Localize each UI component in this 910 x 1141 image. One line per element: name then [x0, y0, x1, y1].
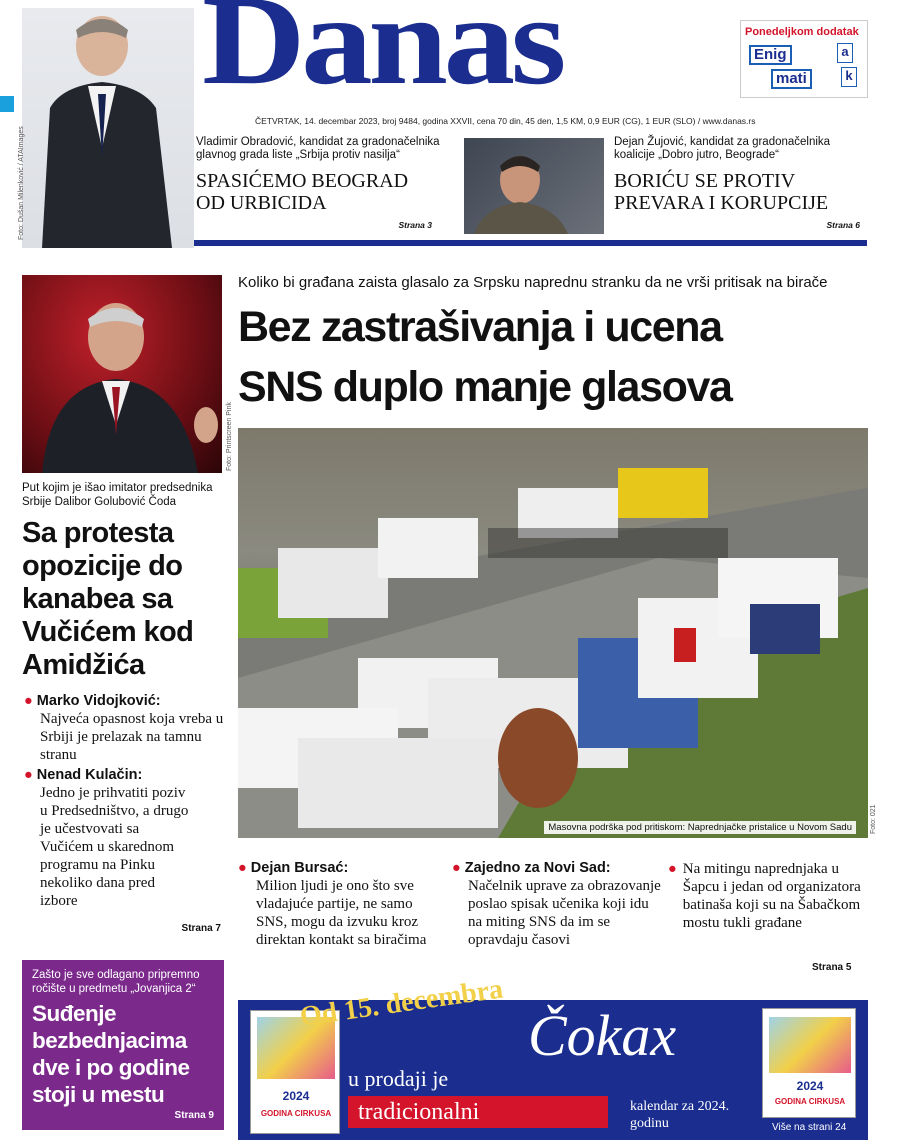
supplement-label: Ponedeljkom dodatak	[745, 26, 859, 38]
top-left-kicker: Vladimir Obradović, kandidat za gradonačelnika glavnog grada liste „Srbija protiv nasilja“	[196, 136, 440, 161]
tv-photo-credit: Foto: Printscreen Pink	[226, 402, 233, 471]
quote-1-name-line	[24, 692, 227, 710]
purple-headline: Suđenje bezbednjacima dve i po godine stoji u mestu	[32, 1001, 190, 1107]
candidate-photo-zujovic	[464, 138, 604, 234]
supplement-logo-line1	[749, 45, 792, 65]
bullet-icon: ●	[452, 860, 461, 876]
ad-date-text: Od 15. decembra	[298, 973, 505, 1033]
top-left-story[interactable]	[196, 136, 440, 236]
photo-credit: Foto: Dušan Milenković / ATAImages	[18, 126, 25, 240]
top-left-headline: SPASIĆEMO BEOGRAD OD URBICIDA	[196, 170, 409, 214]
calendar-left-year: 2024	[282, 1089, 310, 1103]
sub-page: Strana 5	[812, 962, 852, 973]
sub-story-3-text: Na mitingu naprednjaka u Šapcu i jedan od organizatora batinaša koji su na Šabačkom mostu tukli građane	[682, 861, 861, 931]
main-kicker: Koliko bi građana zaista glasalo za Srpsku naprednu stranku da ne vrši pritisak na birače	[238, 274, 828, 291]
main-photo-side-credit: Foto: 021	[870, 804, 877, 834]
top-left-page: Strana 3	[398, 220, 432, 230]
dateline: ČETVRTAK, 14. decembar 2023, broj 9484, godina XXVII, cena 70 din, 45 den, 1,5 KM, 0,9 EUR (CG), 1 EUR (SLO) / www.danas.rs	[255, 116, 756, 126]
section-divider	[194, 240, 867, 246]
sub-story-1-name: Dejan Bursać:	[250, 860, 349, 876]
quote-2	[22, 766, 227, 910]
person-silhouette-icon	[22, 8, 194, 248]
left-headline: Sa protesta opozicije do kanabea sa Vučićem kod Amidžića	[22, 517, 194, 681]
purple-page: Strana 9	[174, 1110, 214, 1121]
sub-story-3[interactable]	[668, 860, 870, 932]
left-kicker: Put kojim je išao imitator predsednika Srbije Dalibor Golubović Čoda	[22, 482, 213, 508]
left-page: Strana 7	[181, 923, 221, 934]
supplement-box[interactable]	[740, 20, 868, 98]
top-right-headline: BORIĆU SE PROTIV PREVARA I KORUPCIJE	[614, 170, 829, 214]
sub-story-2-name-line	[452, 860, 662, 877]
quote-1	[22, 692, 227, 764]
main-headline-line2: SNS duplo manje glasova	[238, 363, 732, 411]
candidate-photo-obradovic	[18, 8, 194, 248]
edge-marker	[0, 96, 14, 112]
ad-line2-box	[348, 1096, 608, 1128]
main-headline-line1: Bez zastrašivanja i ucena	[238, 303, 722, 351]
calendar-right-title: GODINA CIRKUSA	[774, 1097, 846, 1106]
calendar-right-year: 2024	[796, 1079, 824, 1093]
sub-story-1-text: Milion ljudi je ono što sve vladajuće partije, ne samo SNS, mogu da izvuku kroz direktan kontakt sa biračima	[256, 878, 427, 948]
ad-line3: kalendar za 2024. godinu	[630, 1099, 730, 1131]
sub-story-2-text: Načelnik uprave za obrazovanje poslao spisak učenika koji idu na miting SNS da im se opravdaju časovi	[468, 878, 661, 948]
calendar-right	[762, 1008, 856, 1118]
top-right-kicker: Dejan Žujović, kandidat za gradonačelnika koalicije „Dobro jutro, Beograde“	[614, 136, 831, 161]
supplement-logo-tail2: k	[841, 67, 857, 87]
bullet-icon: ●	[238, 860, 247, 876]
bus-crowd-illustration	[238, 428, 868, 838]
calendar-ad[interactable]	[238, 973, 868, 1140]
calendar-left-title: GODINA CIRKUSA	[260, 1109, 332, 1118]
ad-brand: Čokax	[528, 1003, 677, 1068]
sub-story-3-row	[668, 860, 870, 932]
bullet-icon: ●	[24, 693, 33, 709]
sub-story-2-name: Zajedno za Novi Sad:	[464, 860, 611, 876]
bullet-icon: ●	[668, 861, 677, 877]
tv-studio-photo	[22, 275, 233, 473]
supplement-name-1: Enig	[754, 46, 787, 63]
ad-line1: u prodaji je	[348, 1066, 449, 1091]
quote-1-text: Najveća opasnost koja vreba u Srbiji je prelazak na tamnu stranu	[40, 711, 224, 763]
main-photo-caption: Masovna podrška pod pritiskom: Naprednjačke pristalice u Novom Sadu	[544, 821, 856, 834]
sub-story-1-name-line	[238, 860, 438, 877]
purple-box[interactable]	[22, 960, 224, 1130]
supplement-name-2: mati	[776, 70, 807, 87]
sub-story-2[interactable]	[452, 860, 662, 949]
person-silhouette-icon	[464, 138, 604, 234]
quote-2-text: Jedno je prihvatiti poziv u Predsedništvo, a drugo je učestvovati sa Vučićem u skarednom programu na Pinku nekoliko dana pred izbore	[40, 785, 189, 909]
supplement-logo-tail1: a	[837, 43, 853, 63]
quote-1-name: Marko Vidojković:	[36, 693, 161, 709]
sub-story-1[interactable]	[238, 860, 438, 949]
top-right-story[interactable]	[614, 136, 866, 236]
quote-2-name-line	[24, 766, 227, 784]
main-photo-buses	[238, 428, 877, 838]
quote-2-name: Nenad Kulačin:	[36, 767, 143, 783]
bullet-icon: ●	[24, 767, 33, 783]
person-silhouette-icon	[22, 275, 222, 473]
ad-more: Više na strani 24	[772, 1122, 847, 1133]
ad-line2: tradicionalni	[358, 1099, 480, 1125]
purple-kicker: Zašto je sve odlagano pripremno ročište u predmetu „Jovanjica 2“	[32, 969, 200, 995]
newspaper-title: Danas	[202, 0, 563, 111]
top-right-page: Strana 6	[826, 220, 860, 230]
left-story[interactable]	[22, 481, 227, 941]
supplement-logo-line2	[771, 69, 812, 89]
calendar-art-icon	[769, 1017, 851, 1073]
